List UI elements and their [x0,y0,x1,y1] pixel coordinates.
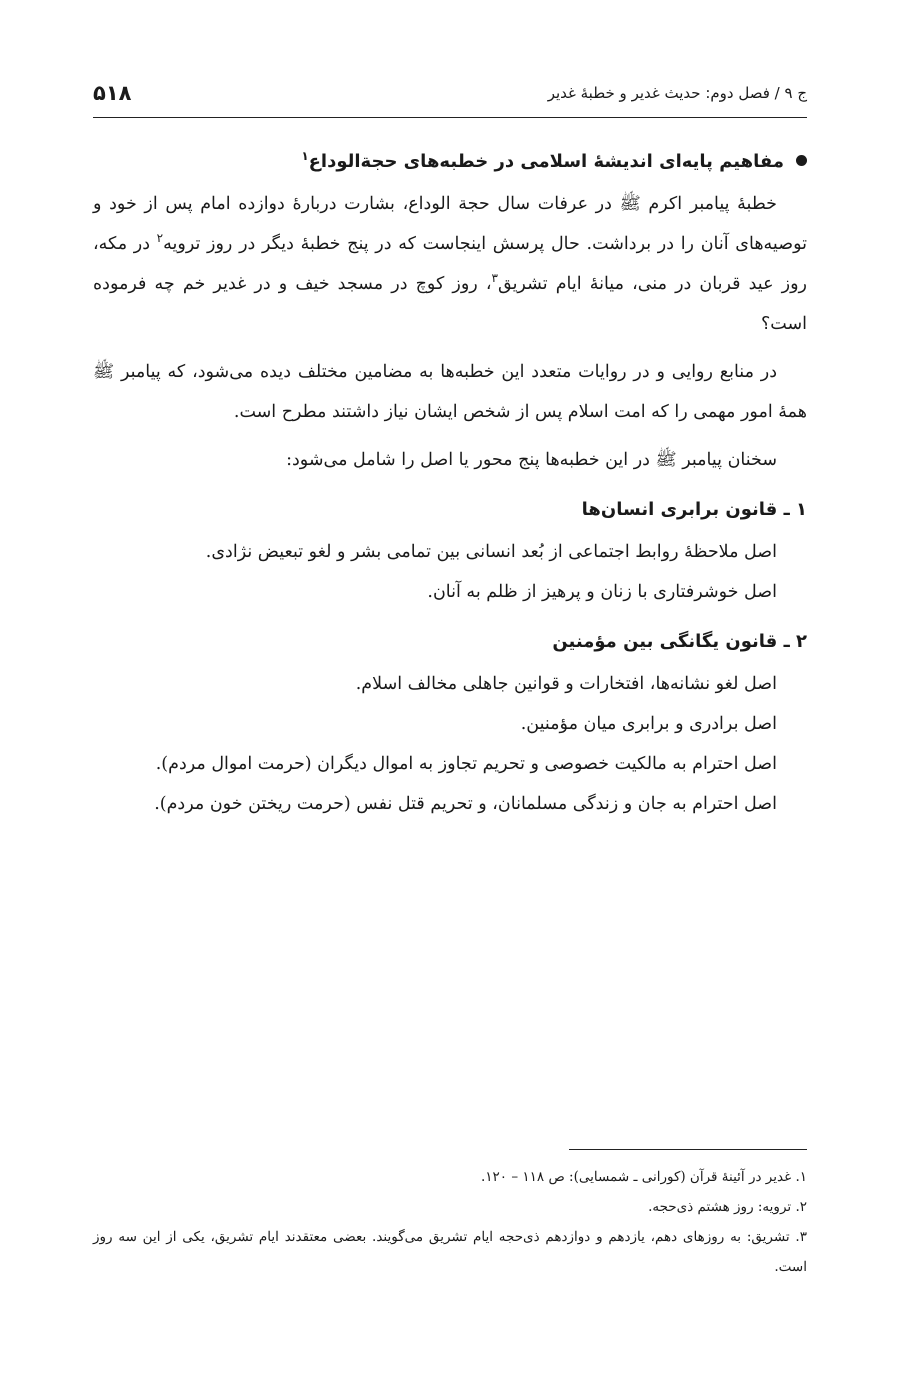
principle-1-2: اصل خوشرفتاری با زنان و پرهیز از ظلم به آنان. [427,582,777,602]
footnote-2: ۲. ترویه: روز هشتم ذی‌حجه. [648,1199,807,1215]
footnote-1: ۱. غدیر در آئینهٔ قرآن (کورانی ـ شمسایی): ص ۱۱۸ – ۱۲۰. [480,1169,807,1185]
spacer [93,612,807,620]
running-title: ج ۹ / فصل دوم: حدیث غدیر و خطبهٔ غدیر [547,84,807,102]
section-heading [93,140,807,184]
page-number: ۵۱۸ [93,81,132,105]
subsection-heading-1: ۱ ـ قانون برابری انسان‌ها [581,499,807,520]
principle-2-4: اصل احترام به جان و زندگی مسلمانان، و تحریم قتل نفس (حرمت ریختن خون مردم). [154,794,777,814]
footnote-ref-1: ۱ [301,149,309,163]
bullet-icon [796,155,807,166]
spacer [93,344,807,352]
principle-2-1: اصل لغو نشانه‌ها، افتخارات و قوانین جاهلی مخالف اسلام. [355,674,777,694]
principle-2-3: اصل احترام به مالکیت خصوصی و تحریم تجاوز به اموال دیگران (حرمت اموال مردم). [155,754,777,774]
footnote-3: ۳. تشریق: به روزهای دهم، یازدهم و دوازدهم ذی‌حجه ایام تشریق می‌گویند. بعضی معتقدند ایام تشریق، یکی از این سه روز است. [93,1229,807,1275]
intro-p1-part3: ، روز کوچ در مسجد خیف و در غدیر خم چه فرموده است؟ [93,274,807,334]
intro-paragraph-3: سخنان پیامبر ﷺ در این خطبه‌ها پنج محور یا اصل را شامل می‌شود: [286,450,777,470]
footnote-ref-3: ۳ [491,271,498,286]
spacer [93,432,807,440]
footnote-rule [569,1149,807,1150]
spacer [93,480,807,488]
intro-paragraph-1 [93,184,807,344]
page-body [93,140,807,824]
page-header [93,70,807,116]
principle-2-2: اصل برادری و برابری میان مؤمنین. [520,714,777,734]
intro-p1-part1: خطبهٔ پیامبر اکرم ﷺ در عرفات سال حجة الوداع، بشارت دربارهٔ دوازده امام پس از خود و توصیه‌های آنان را در برداشت. حال پرسش اینجاست که در پنج خطبهٔ دیگر در روز ترویه [93,194,807,254]
header-rule [93,117,807,118]
section-heading-text: مفاهیم پایه‌ای اندیشهٔ اسلامی در خطبه‌های حجةالوداع [308,151,784,172]
subsection-heading-2: ۲ ـ قانون یگانگی بین مؤمنین [552,631,807,652]
principle-1-1: اصل ملاحظهٔ روابط اجتماعی از بُعد انسانی بین تمامی بشر و لغو تبعیض نژادی. [205,542,777,562]
footnote-ref-2: ۲ [156,231,164,246]
footnotes [93,1162,807,1282]
intro-paragraph-2: در منابع روایی و در روایات متعدد این خطبه‌ها به مضامین مختلف دیده می‌شود، که پیامبر ﷺ همهٔ امور مهمی را که امت اسلام پس از شخص ایشان نیاز داشتند مطرح است. [93,362,807,422]
intro-p1-part2: در مکه، روز عید قربان در منی، میانهٔ ایام تشریق [93,234,808,294]
